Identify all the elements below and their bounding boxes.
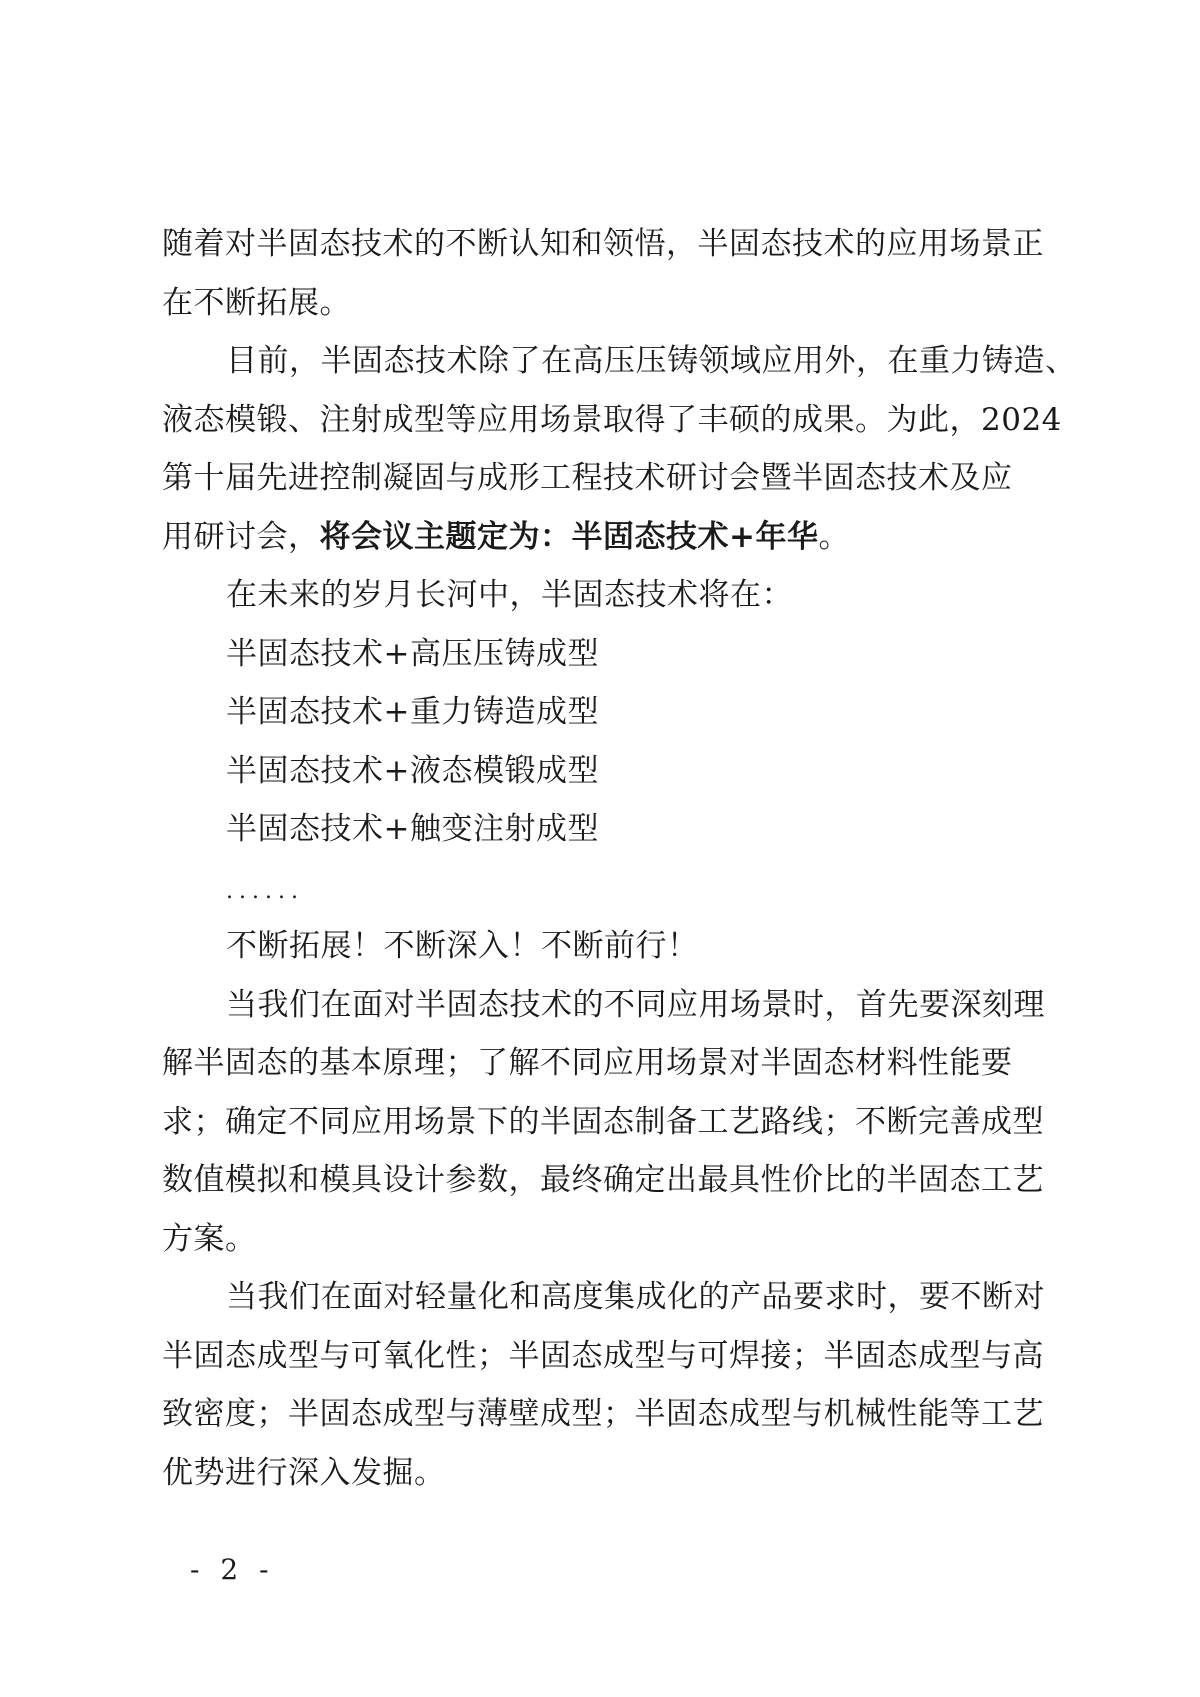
conference-theme: 将会议主题定为：半固态技术+年华	[319, 518, 819, 555]
paragraph-2	[162, 332, 1077, 566]
paragraph-2-line-3: 第十届先进控制凝固与成形工程技术研讨会暨半固态技术及应	[162, 460, 1013, 496]
paragraph-4-line-2: 半固态成型与可氧化性；半固态成型与可焊接；半固态成型与高	[162, 1337, 1044, 1374]
paragraph-4-line-3: 致密度；半固态成型与薄壁成型；半固态成型与机械性能等工艺	[162, 1396, 1044, 1432]
paragraph-2-line-1: 目前，半固态技术除了在高压压铸领域应用外，在重力铸造、	[226, 343, 1077, 379]
slogan: 不断拓展！不断深入！不断前行！	[226, 928, 699, 964]
paragraph-4	[162, 1268, 1052, 1502]
paragraph-1	[162, 215, 1052, 332]
list-item: 半固态技术+重力铸造成型	[226, 694, 599, 730]
paragraph-2-line-4-suffix: 。	[818, 518, 850, 555]
paragraph-4-line-1: 当我们在面对轻量化和高度集成化的产品要求时，要不断对	[226, 1279, 1045, 1315]
list-item: 半固态技术+触变注射成型	[226, 811, 599, 847]
paragraph-3	[162, 976, 1052, 1269]
paragraph-3-line-2: 解半固态的基本原理；了解不同应用场景对半固态材料性能要	[162, 1045, 1013, 1081]
paragraph-4-line-4: 优势进行深入发掘。	[162, 1454, 446, 1491]
paragraph-2-line-4	[162, 508, 1052, 567]
document-body	[162, 215, 1077, 1502]
list-item: 半固态技术+液态模锻成型	[226, 752, 599, 789]
paragraph-2-line-2: 液态模锻、注射成型等应用场景取得了丰硕的成果。为此，2024	[162, 401, 1062, 438]
application-list	[162, 625, 1052, 859]
page-number: - 2 -	[190, 1553, 275, 1586]
paragraph-3-line-5: 方案。	[162, 1220, 257, 1257]
paragraph-3-line-4: 数值模拟和模具设计参数，最终确定出最具性价比的半固态工艺	[162, 1162, 1044, 1198]
paragraph-1-line-1: 随着对半固态技术的不断认知和领悟，半固态技术的应用场景正	[162, 226, 1044, 262]
paragraph-3-line-3: 求；确定不同应用场景下的半固态制备工艺路线；不断完善成型	[162, 1103, 1044, 1140]
ellipsis	[162, 859, 1052, 918]
list-item: 半固态技术+高压压铸成型	[226, 635, 599, 672]
paragraph-2-line-4-prefix: 用研讨会，	[162, 518, 320, 555]
future-intro: 在未来的岁月长河中，半固态技术将在：	[226, 577, 793, 613]
ellipsis-dots: ......	[226, 878, 304, 904]
paragraph-1-line-2: 在不断拓展。	[162, 284, 351, 321]
paragraph-3-line-1: 当我们在面对半固态技术的不同应用场景时，首先要深刻理	[226, 986, 1045, 1023]
